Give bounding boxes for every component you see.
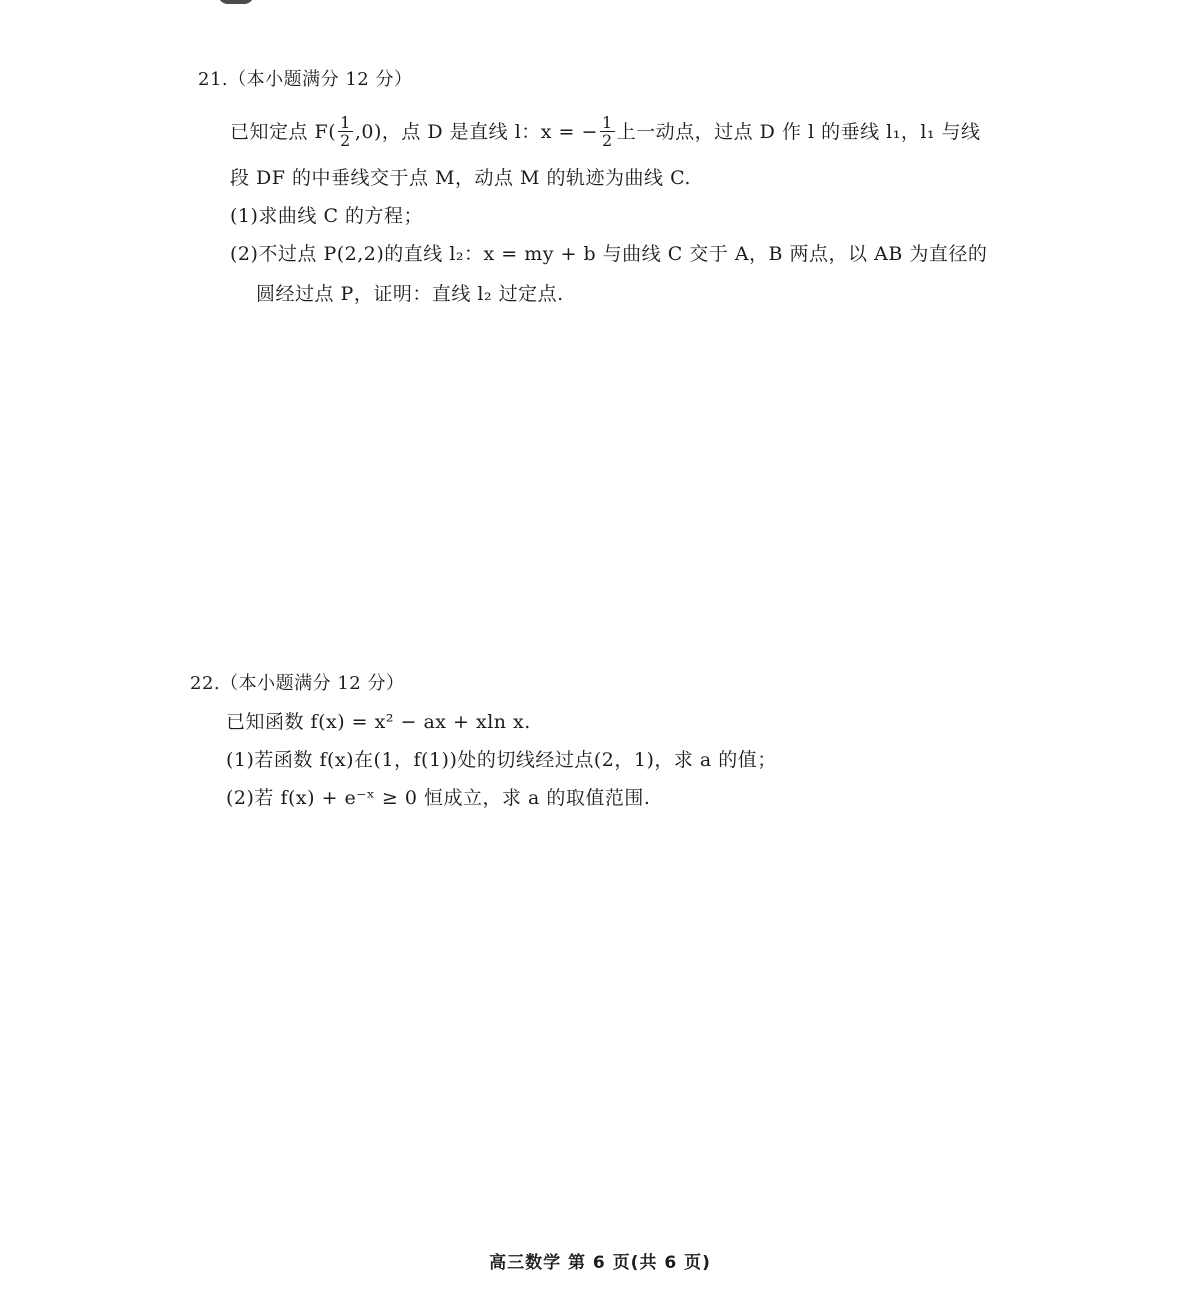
fraction-numerator: 1 [601,113,613,132]
q21-part2-line1: (2)不过点 P(2,2)的直线 l₂：x = my + b 与曲线 C 交于 A，B 两点，以 AB 为直径的 [230,243,988,265]
q21-header: 21.（本小题满分 12 分） [198,69,413,90]
q21-stem-line1 [230,114,981,149]
q22-header: 22.（本小题满分 12 分） [190,673,405,694]
q22-part2: (2)若 f(x) + e⁻ˣ ≥ 0 恒成立，求 a 的取值范围. [226,787,651,809]
q22-part1: (1)若函数 f(x)在(1，f(1))处的切线经过点(2，1)，求 a 的值； [226,749,777,771]
q21-stem-part3: 上一动点，过点 D 作 l 的垂线 l₁，l₁ 与线 [616,120,981,143]
q21-stem-part2: ,0)，点 D 是直线 l：x = − [354,120,598,143]
scan-artifact [218,0,254,4]
q21-stem-part1: 已知定点 F( [230,120,337,143]
fraction-denominator: 2 [601,131,613,150]
page-footer: 高三数学 第 6 页(共 6 页) [489,1253,711,1273]
fraction-half-2 [600,114,615,149]
q21-part1: (1)求曲线 C 的方程； [230,205,424,227]
q21-stem-line2: 段 DF 的中垂线交于点 M，动点 M 的轨迹为曲线 C. [230,167,691,189]
fraction-denominator: 2 [340,131,351,150]
fraction-half-1 [338,114,353,149]
q22-stem: 已知函数 f(x) = x² − ax + xln x. [226,711,531,733]
fraction-numerator: 1 [340,113,351,132]
q21-part2-line2: 圆经过点 P，证明：直线 l₂ 过定点. [256,283,564,305]
